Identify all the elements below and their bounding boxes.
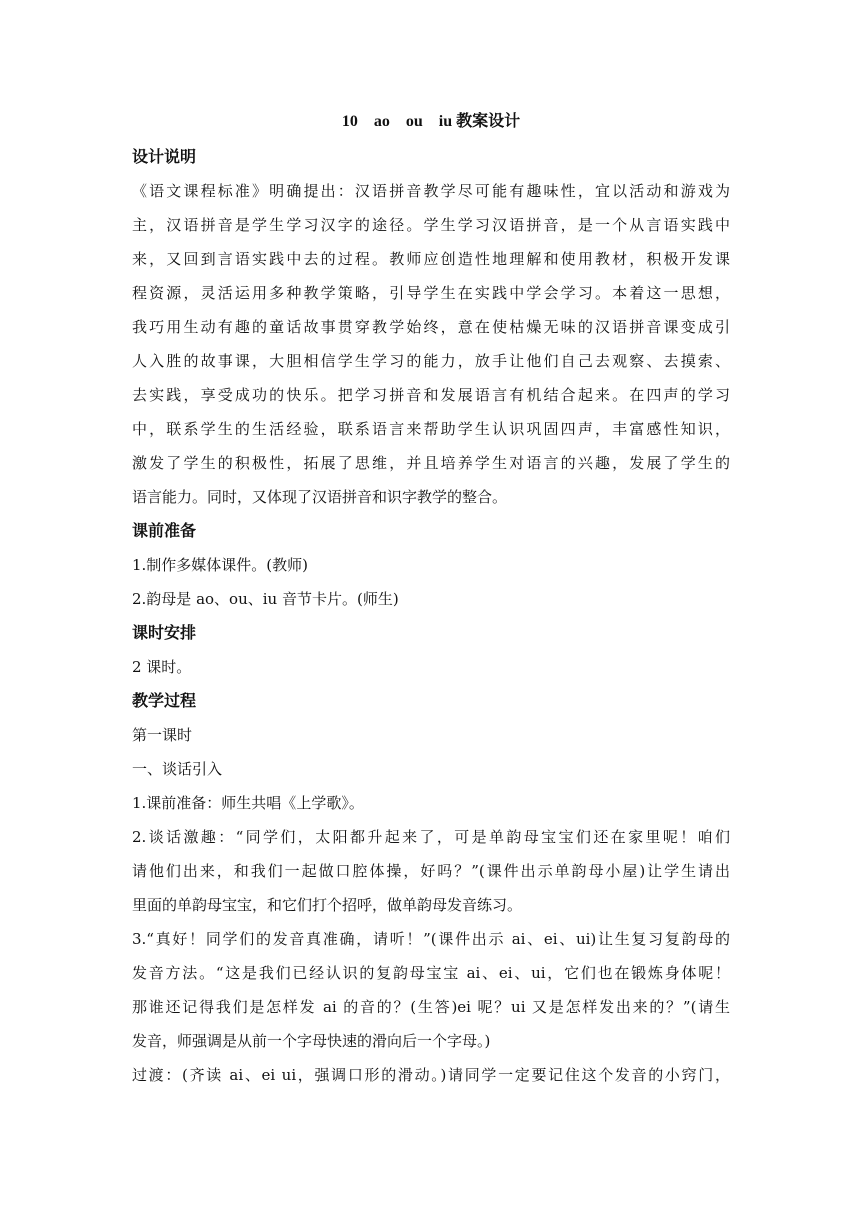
paragraph-line: 《语文课程标准》明确提出：汉语拼音教学尽可能有趣味性，宜以活动和游戏为 <box>132 182 730 200</box>
paragraph-line: 我巧用生动有趣的童话故事贯穿教学始终，意在使枯燥无味的汉语拼音课变成引 <box>132 318 730 336</box>
paragraph-line: 3.“真好！同学们的发音真准确，请听！”(课件出示 ai、ei、ui)让生复习复韵母的 <box>132 930 730 948</box>
paragraph-line: 主，汉语拼音是学生学习汉字的途径。学生学习汉语拼音，是一个从言语实践中 <box>132 216 730 234</box>
paragraph-line: 1.制作多媒体课件。(教师) <box>132 556 309 574</box>
document-title: 10 ao ou iu 教案设计 <box>341 113 521 130</box>
paragraph-line: 发音方法。“这是我们已经认识的复韵母宝宝 ai、ei、ui，它们也在锻炼身体呢！ <box>132 964 730 982</box>
section-heading-design-note: 设计说明 <box>132 147 197 166</box>
paragraph-line: 那谁还记得我们是怎样发 ai 的音的？(生答)ei 呢？ui 又是怎样发出来的？”(请生 <box>132 998 730 1016</box>
paragraph-line: 第一课时 <box>132 726 193 744</box>
paragraph-line: 2.谈话激趣：“同学们，太阳都升起来了，可是单韵母宝宝们还在家里呢！咱们 <box>132 828 730 846</box>
paragraph-line: 来，又回到言语实践中去的过程。教师应创造性地理解和使用教材，积极开发课 <box>132 250 730 268</box>
paragraph-line: 过渡：(齐读 ai、ei ui，强调口形的滑动。)请同学一定要记住这个发音的小窍门， <box>132 1066 730 1084</box>
paragraph-line: 语言能力。同时，又体现了汉语拼音和识字教学的整合。 <box>132 488 508 506</box>
paragraph-line: 一、谈话引入 <box>132 760 223 778</box>
paragraph-line: 去实践，享受成功的快乐。把学习拼音和发展语言有机结合起来。在四声的学习 <box>132 386 730 404</box>
paragraph-line: 1.课前准备：师生共唱《上学歌》。 <box>132 794 364 812</box>
paragraph-line: 请他们出来，和我们一起做口腔体操，好吗？”(课件出示单韵母小屋)让学生请出 <box>132 862 730 880</box>
section-heading-schedule: 课时安排 <box>132 623 197 642</box>
paragraph-line: 人入胜的故事课，大胆相信学生学习的能力，放手让他们自己去观察、去摸索、 <box>132 352 730 370</box>
paragraph-line: 程资源，灵活运用多种教学策略，引导学生在实践中学会学习。本着这一思想， <box>132 284 730 302</box>
paragraph-line: 里面的单韵母宝宝，和它们打个招呼，做单韵母发音练习。 <box>132 896 523 914</box>
paragraph-line: 2.韵母是 ao、ou、iu 音节卡片。(师生) <box>132 590 399 608</box>
section-heading-preparation: 课前准备 <box>132 521 197 540</box>
paragraph-line: 中，联系学生的生活经验，联系语言来帮助学生认识巩固四声，丰富感性知识， <box>132 420 730 438</box>
paragraph-line: 激发了学生的积极性，拓展了思维，并且培养学生对语言的兴趣，发展了学生的 <box>132 454 730 472</box>
section-heading-process: 教学过程 <box>132 691 197 710</box>
document-body <box>132 106 730 1092</box>
paragraph-line: 2 课时。 <box>132 658 192 676</box>
paragraph-line: 发音，师强调是从前一个字母快速的滑向后一个字母。) <box>132 1032 491 1050</box>
